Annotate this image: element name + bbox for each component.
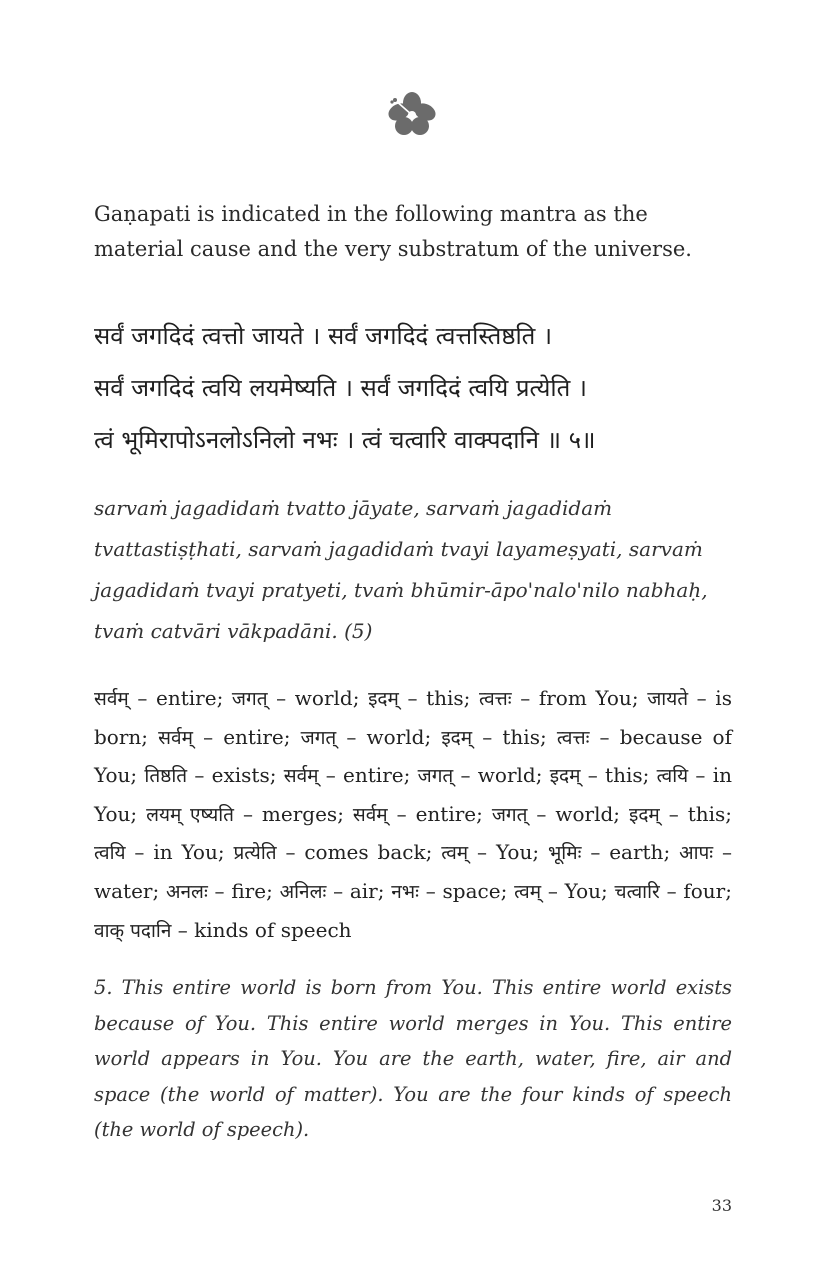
glossary-term: आपः xyxy=(679,842,714,865)
transliteration: sarvaṁ jagadidaṁ tvatto jāyate, sarvaṁ jagadidaṁ tvattastiṣṭhati, sarvaṁ jagadidaṁ tvayi layameṣyati, sarvaṁ jagadidaṁ tvayi pratyeti, tvaṁ bhūmir-āpo'nalo'nilo nabhaḥ, tvaṁ catvāri vākpadāni. (5) xyxy=(94,496,708,643)
glossary-term: जगत् xyxy=(231,688,268,710)
glossary-term: इदम् xyxy=(441,726,473,749)
glossary-term: जगत् xyxy=(491,803,528,826)
glossary-meaning: is born xyxy=(94,686,732,749)
glossary-meaning: air xyxy=(349,878,378,903)
verse-translation: 5. This entire world is born from You. This entire world exists because of You. This entire world merges in You. This entire world appears in You. You are the earth, water, fire, air and space (the world of matter). You are the four kinds of speech (the world of speech). xyxy=(94,976,732,1141)
glossary-meaning: world xyxy=(366,724,425,749)
sanskrit-verse xyxy=(94,310,734,466)
intro-paragraph: Gaṇapati is indicated in the following mantra as the material cause and the very substratum of the universe. xyxy=(94,202,692,261)
glossary-term: इदम् xyxy=(549,765,581,788)
glossary-meaning: space xyxy=(442,878,501,903)
glossary-meaning: water xyxy=(94,878,153,903)
glossary-term: भूमिः xyxy=(547,842,582,865)
glossary-term: प्रत्येति xyxy=(233,842,277,865)
glossary-meaning: in You xyxy=(94,763,732,826)
glossary-meaning: world xyxy=(294,686,353,710)
glossary-meaning: You xyxy=(564,878,601,903)
glossary-meaning: this xyxy=(687,801,726,826)
glossary-meaning: from You xyxy=(538,686,632,710)
glossary-meaning: fire xyxy=(231,878,267,903)
glossary-term: त्वत्तः xyxy=(479,688,512,710)
glossary-term: त्वम् xyxy=(441,842,469,865)
glossary-meaning: world xyxy=(555,801,614,826)
glossary-term: सर्वम् xyxy=(283,765,319,788)
glossary-meaning: world xyxy=(477,763,536,788)
glossary-meaning: because of You xyxy=(94,724,733,788)
glossary-term: नभः xyxy=(391,880,419,903)
glossary-meaning: kinds of speech xyxy=(194,917,352,942)
glossary-meaning: in You xyxy=(153,840,218,865)
glossary-term: तिष्ठति xyxy=(144,765,188,788)
glossary-term: लयम् एष्यति xyxy=(146,803,235,826)
glossary-meaning: this xyxy=(605,763,643,788)
glossary-term: अनिलः xyxy=(279,880,327,903)
glossary-meaning: You xyxy=(495,840,533,865)
glossary-term: सर्वम् xyxy=(352,803,388,826)
glossary-meaning: this xyxy=(502,724,540,749)
glossary-term: सर्वम् xyxy=(158,726,193,749)
glossary-term: जगत् xyxy=(417,765,454,788)
glossary-meaning: entire xyxy=(223,724,284,749)
verse-line: सर्वं जगदिदं त्वत्तो जायते । सर्वं जगदिदं त्वत्तस्तिष्ठति । xyxy=(94,322,553,350)
hibiscus-flower-icon xyxy=(385,92,439,138)
glossary-term: अनलः xyxy=(166,880,208,903)
glossary-term: वाक् पदानि xyxy=(94,919,172,942)
glossary-term: जायते xyxy=(647,688,689,710)
glossary-meaning: entire xyxy=(415,801,477,826)
glossary-term: त्वयि xyxy=(94,842,126,865)
glossary-term: चत्वारि xyxy=(614,880,660,903)
page-number: 33 xyxy=(711,1196,732,1215)
glossary-term: त्वयि xyxy=(656,765,689,788)
glossary-meaning: comes back xyxy=(304,840,426,865)
glossary-meaning: four xyxy=(683,878,726,903)
glossary-term: त्वत्तः xyxy=(556,726,590,749)
verse-line: सर्वं जगदिदं त्वयि लयमेष्यति । सर्वं जगदिदं त्वयि प्रत्येति । xyxy=(94,374,588,402)
glossary-term: त्वम् xyxy=(514,880,542,903)
glossary-term: इदम् xyxy=(368,688,399,710)
word-meaning-glossary: सर्वम् – entire; जगत् – world; इदम् – this; त्वत्तः – from You; जायते – is born; सर्वम् – entire; जगत् – world; इदम् – this; त्वत्तः – because of You; तिष्ठति – exists; सर्वम् – entire; जगत् – world; इदम् – this; त्वयि – in You; लयम् एष्यति – merges; सर्वम् – entire; जगत् – world; इदम् – this; त्वयि – in You; प्रत्येति – comes back; त्वम् – You; भूमिः – earth; आपः – water; अनलः – fire; अनिलः – air; नभः – space; त्वम् – You; चत्वारि – four; वाक् पदानि – kinds of speech xyxy=(94,686,733,942)
glossary-meaning: this xyxy=(426,686,464,710)
glossary-meaning: entire xyxy=(343,763,404,788)
glossary-term: इदम् xyxy=(629,803,660,826)
glossary-term: जगत् xyxy=(300,726,337,749)
glossary-meaning: exists xyxy=(211,763,270,788)
glossary-meaning: earth xyxy=(609,840,664,865)
glossary-term: सर्वम् xyxy=(94,688,129,710)
glossary-meaning: entire xyxy=(156,686,217,710)
glossary-meaning: merges xyxy=(261,801,338,826)
verse-line: त्वं भूमिरापोऽनलोऽनिलो नभः । त्वं चत्वारि वाक्पदानि ॥ ५॥ xyxy=(94,426,596,454)
